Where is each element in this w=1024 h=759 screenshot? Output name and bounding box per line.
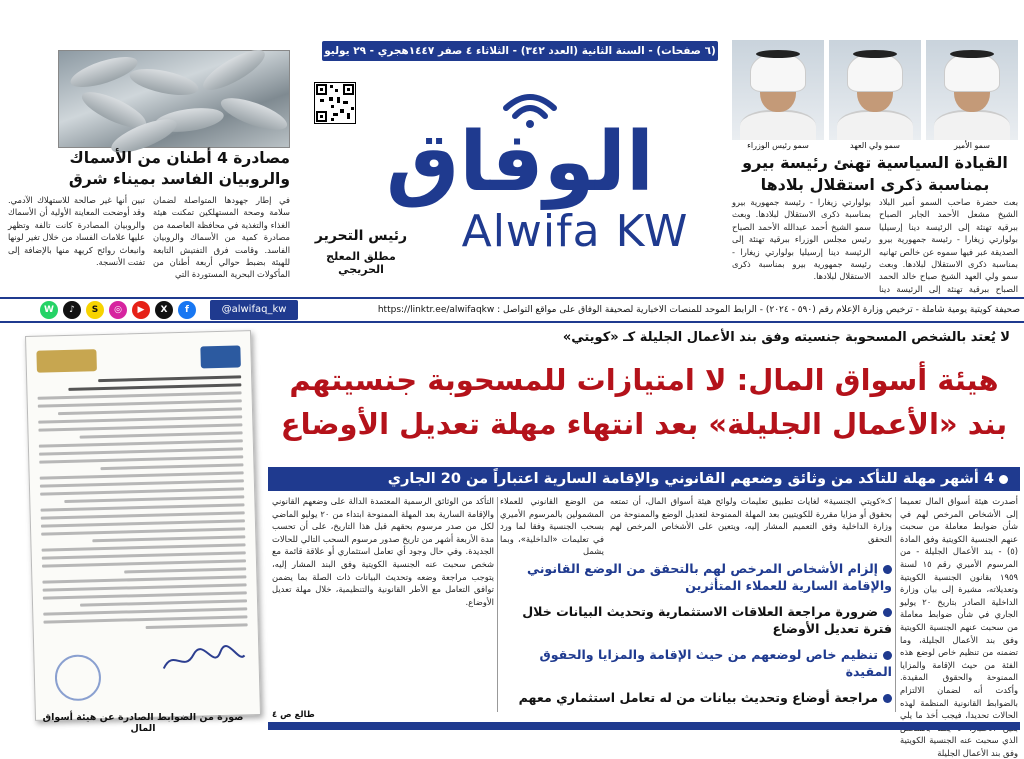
document-letterhead	[36, 345, 241, 372]
main-story-column-1: أصدرت هيئة أسواق المال تعميما إلى الأشخاص المرخص لهم في شأن ضوابط معاملة من سحبت عنهم الجنسية الكويتية وفق المادة (٥) - بند الأعمال الجليلة - من المرسوم الأميري رقم ١٥ لسنة ١٩٥٩ بقانون الجنسية الكويتية وتعديلاته، مشيرة إلى بيان وزارة الداخلية الصادر بتاريخ ٢٠ يوليو الجاري في شأن ضوابط معاملة من سحبت عنهم الجنسية الكويتية وفق بند الأعمال الجليلة، وما تضمنه من تنظيم خاص لوضع هذه الفئة من حيث الإقامة والمزايا الممنوحة والحقوق المقيدة. وأكدت أنه لضمان الالتزام بالضوابط القانونية المنظمة لهذه الحالات تحديدا، فيجب أخذ ما يلي الذي سحبت عنه الجنسية الكويتية وفق بند الأعمال الجليلة	[900, 496, 1019, 758]
main-headline-line: هيئة أسواق المال: لا امتيازات للمسحوبة جنسيتهم	[289, 363, 999, 397]
main-story-bullets	[500, 560, 892, 710]
right-story-column: بولوارتي زيغارا - رئيسة جمهورية بيرو بمناسبة ذكرى الاستقلال لبلادها. وبعث سمو الشيخ أحمد عبدالله الأحمد الصباح رئيس مجلس الوزراء ببرقية تهنئة إلى الرئيسة دينا إرسيليا بولوارتي زيغارا - رئيسة جمهورية بيرو بمناسبة ذكرى الاستقلال لبلادها.	[732, 197, 871, 282]
x-icon[interactable]: X	[155, 301, 173, 319]
bullet-text: مراجعة أوضاع وتحديث بيانات من له تعامل استثماري معهم	[518, 690, 878, 705]
bullet-text: ضرورة مراجعة العلاقات الاستثمارية وتحديث البيانات خلال فترة تعديل الأوضاع	[522, 604, 892, 636]
bullet-item	[500, 689, 892, 706]
leader-photo-crown-prince	[829, 40, 921, 152]
main-story-headline[interactable]	[270, 358, 1018, 446]
document-photo-caption: صورة من الضوابط الصادرة عن هيئة أسواق المال	[42, 712, 244, 734]
right-story-headline[interactable]: القيادة السياسية تهنئ رئيسة بيرو بمناسبة ذكرى استقلال بلادها	[742, 153, 1008, 194]
bullet-dot-icon	[883, 565, 892, 574]
fish-seizure-photo	[58, 50, 290, 148]
bullet-text: إلزام الأشخاص المرخص لهم بالتحقق من الوضع القانوني والإقامة السارية للعملاء المتأثرين	[526, 561, 892, 593]
editor-in-chief-label: رئيس التحرير	[314, 228, 408, 244]
license-and-links-text[interactable]: صحيفة كويتية يومية شاملة - ترخيص وزارة الإعلام رقم (٥٩٠ - ٢٠٢٤) - الرابط الموحد للمنصات الاخبارية لصحيفة الوفاق على مواقع التواصل : https://linktr.ee/alwifaqkw	[377, 305, 1020, 315]
bullet-dot-icon	[883, 608, 892, 617]
main-story-column-2: كـ«كويتي الجنسية» لغايات تطبيق تعليمات ولوائح هيئة أسواق المال، أن تمتعه بحقوق أو مزايا مقررة للكويتيين بعد المهلة الممنوحة لتعديل الوضع والممنوحة من وزارة الداخلية وفق التعميم المشار إليه، ويتعين على الأشخاص المرخص لهم التحقق	[610, 496, 892, 544]
main-story-column-3: من الوضع القانوني للعملاء المشمولين بالمرسوم الأميري بسحب الجنسية وفقا لما ورد في تعليمات «الداخلية»، وبما يشمل	[500, 496, 604, 557]
continued-on-page[interactable]: طالع ص ٤	[272, 710, 315, 720]
signature-icon	[158, 641, 249, 677]
bullet-text: تنظيم خاص لوضعهم من حيث الإقامة والمزايا والحقوق المقيدة	[539, 647, 892, 679]
right-story-column: بعث حضرة صاحب السمو أمير البلاد الشيخ مشعل الأحمد الجابر الصباح ببرقية تهنئة إلى الرئيسة دينا إرسيليا بولوارتي زيغارا - رئيسة جمهورية بيرو الصديقة عبر فيها سموه عن خالص تهانيه بمناسبة ذكرى الاستقلال لبلادها. وبعث سمو ولي العهد الشيخ صباح خالد الحمد الصباح ببرقية تهنئة إلى الرئيسة دينا	[879, 197, 1018, 294]
left-story-column: تبين أنها غير صالحة للاستهلاك الآدمي. وقد أوضحت المعاينة الأولية أن الأسماك والروبيان المصادرة كانت تالفة وتظهر عليها علامات الفساد من خلال تغير لونها وانبعاث روائح كريهة منها بالإضافة إلى تفتت الأنسجة.	[8, 195, 145, 268]
left-story-column: في إطار جهودها المتواصلة لضمان سلامة وصحة المستهلكين تمكنت هيئة الغذاء والتغذية في محافظة العاصمة من مصادرة كمية من الأسماك والروبيان الفاسد. وقامت فرق التفتيش التابعة للهيئة بضبط حوالي أربعة أطنان من المأكولات البحرية المستوردة التي	[153, 195, 290, 280]
newspaper-logo-latin: Alwifa KW	[461, 206, 689, 257]
bullet-item	[500, 603, 892, 637]
leader-photo-emir	[926, 40, 1018, 152]
leader-caption: سمو الأمير	[926, 140, 1018, 152]
main-story-column-4: التأكد من الوثائق الرسمية المعتمدة الدالة على وضعهم القانوني والإقامة السارية بعد المهلة الممنوحة ابتداء من ٢٠ يوليو الماضي لكل من صدر مرسوم بحقهم قبل هذا التاريخ، على أن تحسب مدة الأربعة أشهر من تاريخ صدور مرسوم السحب التالي للحالات الجديدة. وفي حال وجود أي تعامل استثماري أو علاقة قائمة مع شخص سحبت عنه الجنسية الكويتية وفق البند المشار إليه، يتوجب مراجعة وضعه وتحديث البيانات ذات الصلة بما يضمن توافق التعامل مع الأطر القانونية والتنظيمية، خلال مهلة تعديل الأوضاع.	[272, 496, 494, 607]
left-story-body	[8, 194, 290, 294]
bullet-dot-icon	[999, 475, 1008, 484]
leaders-photo-row	[732, 40, 1018, 152]
ministry-seal-icon	[36, 349, 97, 373]
newspaper-logo-arabic: الوفاق	[385, 115, 655, 210]
facebook-icon[interactable]: f	[178, 301, 196, 319]
snapchat-icon[interactable]: S	[86, 301, 104, 319]
youtube-icon[interactable]: ▶	[132, 301, 150, 319]
regulation-document-photo	[25, 330, 261, 721]
official-stamp-icon	[54, 654, 101, 701]
issue-info-bar: (٦ صفحات) - السنة الثانية (العدد ٣٤٢) - الثلاثاء ٤ صفر ١٤٤٧هجري - ٢٩ يوليو ٢٠٢٥	[322, 41, 718, 61]
bullet-dot-icon	[883, 651, 892, 660]
leader-photo-prime-minister	[732, 40, 824, 152]
bottom-rule	[268, 722, 1020, 730]
bullet-item	[500, 646, 892, 680]
editor-in-chief-name: مطلق المعلج الحريجي	[326, 250, 396, 276]
whatsapp-icon[interactable]: W	[40, 301, 58, 319]
social-icons-row	[40, 299, 210, 321]
main-headline-line: بند «الأعمال الجليلة» بعد انتهاء مهلة تعديل الأوضاع	[280, 407, 1008, 441]
main-story-kicker: لا يُعتد بالشخص المسحوبة جنسيته وفق بند الأعمال الجليلة كـ «كويتي»	[562, 330, 1010, 345]
left-story-headline[interactable]: مصادرة 4 أطنان من الأسماك والروبيان الفاسد بميناء شرق	[68, 149, 290, 188]
cma-logo-icon	[200, 345, 241, 368]
bullet-item	[500, 560, 892, 594]
qr-code[interactable]	[314, 82, 356, 124]
tiktok-icon[interactable]: ♪	[63, 301, 81, 319]
leader-caption: سمو ولي العهد	[829, 140, 921, 152]
right-story-body	[732, 196, 1018, 292]
column-divider	[895, 497, 896, 712]
main-story-subheadline	[268, 467, 1020, 491]
instagram-icon[interactable]: ◎	[109, 301, 127, 319]
bullet-dot-icon	[883, 694, 892, 703]
column-divider	[497, 497, 498, 712]
social-handle[interactable]: @alwifaq_kw	[210, 300, 298, 320]
leader-caption: سمو رئيس الوزراء	[732, 140, 824, 152]
subheadline-text: 4 أشهر مهلة للتأكد من وثائق وضعهم القانوني والإقامة السارية اعتباراً من 20 الجاري	[387, 471, 994, 487]
